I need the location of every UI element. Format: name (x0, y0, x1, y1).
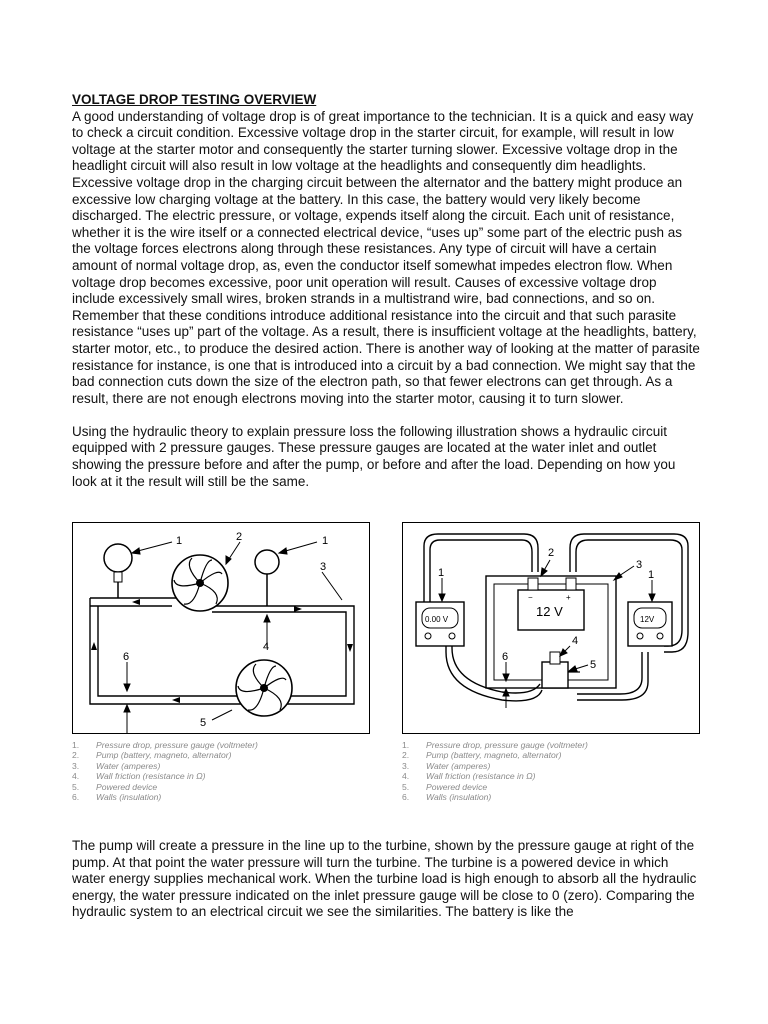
battery-label: 12 V (536, 604, 563, 619)
legend-item: 6. Walls (insulation) (72, 792, 162, 803)
callout-6: 6 (123, 651, 130, 663)
document-title: VOLTAGE DROP TESTING OVERVIEW (72, 92, 317, 107)
callout-1-right: 1 (648, 569, 655, 581)
figure-hydraulic-circuit (72, 522, 370, 802)
callout-1-left: 1 (438, 567, 445, 579)
electrical-diagram (402, 522, 700, 734)
hydraulic-legend (72, 740, 370, 802)
legend-item: 2. Pump (battery, magneto, alternator) (72, 750, 232, 761)
legend-item: 6. Walls (insulation) (402, 792, 492, 803)
document-body (72, 92, 702, 490)
callout-6: 6 (502, 651, 509, 663)
callout-3: 3 (636, 559, 643, 571)
legend-item: 3. Water (amperes) (402, 760, 491, 771)
paragraph-pump-turbine: The pump will create a pressure in the line up to the turbine, shown by the pressure gauge at right of the pump. At that point the water pressure will turn the turbine. The turbine is a powered device in which water energy supplies mechanical work. When the turbine load is high enough to absorb all the hydraulic energy, the water pressure indicated on the inlet pressure gauge will be close to 0 (zero). Comparing the hydraulic system to an electrical circuit we see the similarities. The battery is like the (72, 838, 697, 920)
turbine-fan (236, 660, 292, 716)
voltmeter-right-reading: 12V (640, 615, 655, 624)
legend-item: 2. Pump (battery, magneto, alternator) (402, 750, 562, 761)
callout-5: 5 (590, 659, 597, 671)
callout-2: 2 (548, 547, 555, 559)
legend-item: 1. Pressure drop, pressure gauge (voltmeter) (72, 740, 258, 750)
svg-text:+: + (566, 593, 571, 602)
callout-3: 3 (320, 561, 327, 573)
figures-row (72, 522, 702, 807)
svg-text:−: − (528, 593, 533, 602)
figure-electrical-circuit (402, 522, 702, 802)
legend-item: 3. Water (amperes) (72, 760, 161, 771)
voltmeter-left (416, 602, 464, 646)
legend-item: 1. Pressure drop, pressure gauge (voltmeter) (402, 740, 588, 750)
legend-item: 4. Wall friction (resistance in Ω) (72, 771, 206, 782)
paragraph-hydraulic-theory: Using the hydraulic theory to explain pressure loss the following illustration shows a hydraulic circuit equipped with 2 pressure gauges. These pressure gauges are located at the water inlet and outlet showing the pressure before and after the pump, or before and after the load. Depending on how you look at it the result will still be the same. (72, 423, 676, 489)
callout-5: 5 (200, 717, 207, 729)
callout-1-left: 1 (176, 535, 183, 547)
hydraulic-diagram (72, 522, 370, 734)
pump-fan (172, 555, 228, 611)
voltmeter-right (628, 602, 672, 646)
legend-item: 5. Powered device (402, 781, 488, 792)
legend-item: 5. Powered device (72, 781, 158, 792)
callout-4: 4 (572, 635, 579, 647)
voltmeter-left-reading: 0.00 V (425, 615, 449, 624)
callout-1-right: 1 (322, 535, 329, 547)
callout-4: 4 (263, 641, 270, 653)
callout-2: 2 (236, 531, 243, 543)
legend-item: 4. Wall friction (resistance in Ω) (402, 771, 536, 782)
paragraph-voltage-drop: A good understanding of voltage drop is of great importance to the technician. It is a quick and easy way to check a circuit condition. Excessive voltage drop in the starter circuit, for example, will result in low voltage at the starter motor and consequently the starter turning slower. Excessive voltage drop in the headlight circuit will also result in low voltage at the headlights and consequently dim headlights. Excessive voltage drop in the charging circuit between the alternator and the battery might produce an excessive low charging voltage at the battery. In this case, the battery would very likely become discharged. The electric pressure, or voltage, expends itself along the circuit. Each unit of resistance, whether it is the wire itself or a connected electrical device, “uses up” some part of the electric push as the voltage forces electrons along through these resistances. Any type of circuit will have a certain amount of normal voltage drop, as, even the conductor itself somewhat impedes electron flow. When voltage drop becomes excessive, poor unit operation will result. Causes of excessive voltage drop include excessively small wires, broken strands in a multistrand wire, bad connections, and so on. Remember that these conditions introduce additional resistance into the circuit and that such parasite resistance “uses up” part of the voltage. As a result, there is insufficient voltage at the headlights, battery, starter motor, etc., to produce the desired action. There is another way of looking at the matter of parasite resistance for instance, is one that is introduced into a circuit by a bad connection. We might say that the bad connection cuts down the size of the electron path, so that fewer electrons can get through. As a result, there are not enough electrons moving into the starter motor, causing it to turn slower. (72, 108, 700, 406)
electrical-legend (402, 740, 702, 802)
